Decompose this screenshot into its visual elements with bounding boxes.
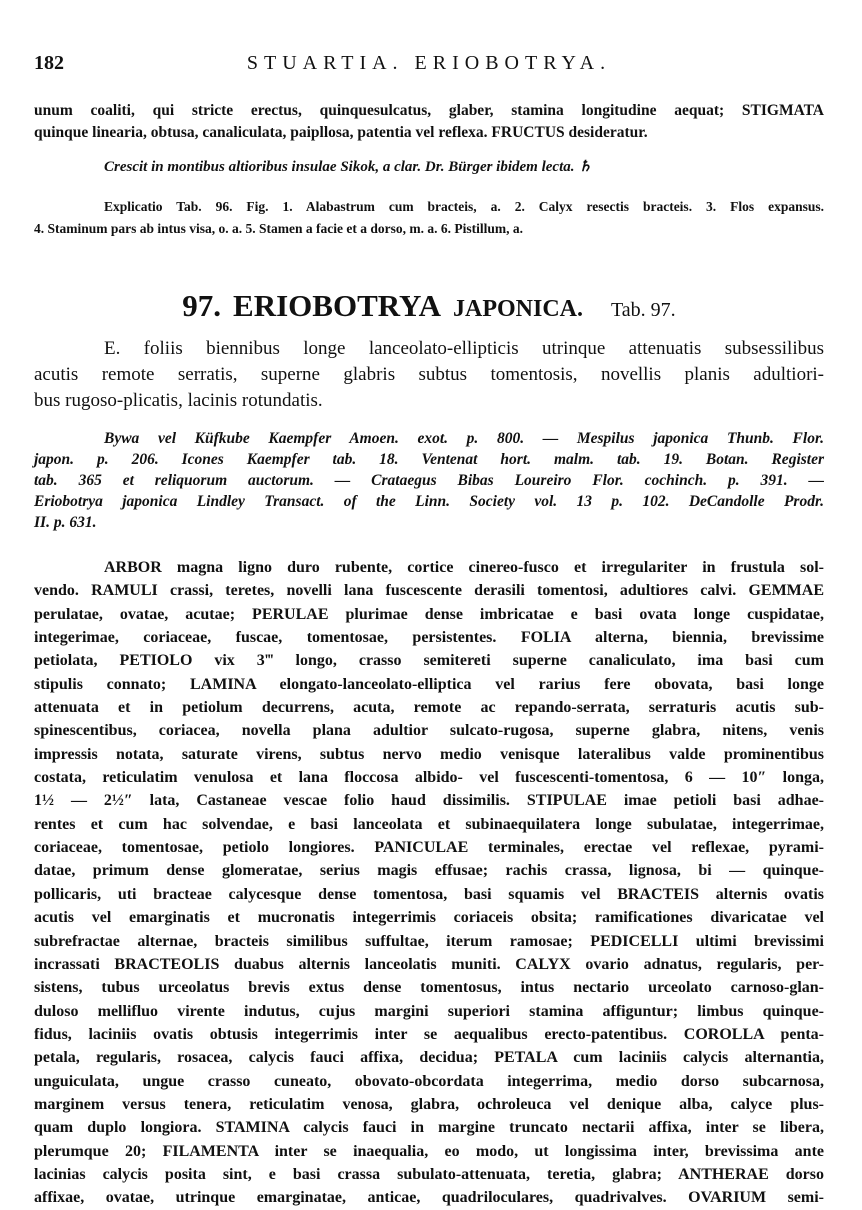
text-line: attenuata et in petiolum decurrens, acuta, remote ac repando-serrata, serraturis acutis sub- bbox=[34, 699, 824, 717]
running-title: STUARTIA. ERIOBOTRYA. bbox=[246, 52, 612, 74]
page-header bbox=[34, 52, 824, 82]
text-line: pollicaris, uti bracteae calycesque dense tomentosa, basi squamis vel BRACTEIS alternis ovatis bbox=[34, 885, 824, 903]
plate-reference: Tab. 97. bbox=[610, 299, 676, 321]
text-line: 4. Staminum pars ab intus visa, o. a. 5. Stamen a facie et a dorso, m. a. 6. Pistillum, a. bbox=[34, 221, 524, 236]
text-line: Explicatio Tab. 96. Fig. 1. Alabastrum cum bracteis, a. 2. Calyx resectis bracteis. 3. Flos expansus. bbox=[104, 199, 824, 214]
species-epithet: JAPONICA. bbox=[452, 296, 583, 322]
text-line: sistens, tubus urceolatus brevis extus dense tomentosus, intus nectario urceolato carnoso-glan- bbox=[34, 979, 824, 997]
species-number: 97. bbox=[182, 288, 222, 323]
text-line: E. foliis biennibus longe lanceolato-ellipticis utrinque attenuatis subsessilibus bbox=[104, 338, 824, 359]
text-line: bus rugoso-plicatis, lacinis rotundatis. bbox=[34, 390, 323, 411]
text-line: datae, primum dense glomeratae, serius magis effusae; rachis crassa, lignosa, bi — quinque- bbox=[34, 862, 824, 880]
text-line: Eriobotrya japonica Lindley Transact. of the Linn. Society vol. 13 p. 102. DeCandolle Prodr. bbox=[34, 493, 824, 510]
text-line: stipulis connato; LAMINA elongato-lanceolato-elliptica vel rarius fere obovata, basi longe bbox=[34, 675, 824, 693]
text-line: coriaceae, tomentosae, petiolo longiores. PANICULAE terminales, erectae vel reflexae, pyrami- bbox=[34, 839, 824, 857]
text-line: affixae, ovatae, utrinque emarginatae, anticae, quadriloculares, quadrivalves. OVARIUM semi- bbox=[34, 1189, 824, 1207]
text-line: petala, regularis, rosacea, calycis fauci affixa, decidua; PETALA cum laciniis calycis alternantia, bbox=[34, 1049, 824, 1067]
text-line: II. p. 631. bbox=[34, 514, 97, 531]
genus-name: ERIOBOTRYA bbox=[233, 288, 441, 323]
text-line: Bywa vel Küfkube Kaempfer Amoen. exot. p. 800. — Mespilus japonica Thunb. Flor. bbox=[104, 430, 824, 447]
text-line: plerumque 20; FILAMENTA inter se inaequalia, eo modo, ut longissima inter, brevissima ante bbox=[34, 1142, 824, 1160]
text-line: marginem versus tenera, reticulatim venosa, glabra, ochroleuca vel denique alba, calyce plus- bbox=[34, 1095, 824, 1113]
text-line: 1½ — 2½″ lata, Castaneae vescae folio haud dissimilis. STIPULAE imae petioli basi adhae- bbox=[34, 792, 824, 810]
text-line: unum coaliti, qui stricte erectus, quinquesulcatus, glaber, stamina longitudine aequat; STIGMATA bbox=[34, 102, 824, 119]
description bbox=[34, 556, 824, 1210]
text-line: rentes et cum hac solvendae, e basi lanceolata et subinaequilatera longe subulatae, integerrimae, bbox=[34, 815, 824, 833]
plate-explanation bbox=[34, 196, 824, 240]
text-line: tab. 365 et reliquorum auctorum. — Crataegus Bibas Loureiro Flor. cochinch. p. 391. — bbox=[34, 472, 824, 489]
page-number: 182 bbox=[34, 52, 64, 74]
text-line: acutis vel emarginatis et mucronatis integerrimis coriaceis obsita; ramificationes divaricatae vel bbox=[34, 909, 824, 927]
diagnosis bbox=[34, 336, 824, 414]
text-line: ARBOR magna ligno duro rubente, cortice cinereo-fusco et irregulariter in frustula sol- bbox=[104, 559, 824, 576]
text-line: petiolata, PETIOLO vix 3‴ longo, crasso semitereti superne canaliculato, ima basi cum bbox=[34, 652, 824, 670]
text-line: fidus, laciniis ovatis obtusis integerrimis inter se aequalibus erecto-patentibus. COROLLA penta- bbox=[34, 1025, 824, 1043]
text-line: japon. p. 206. Icones Kaempfer tab. 18. Ventenat hort. malm. tab. 19. Botan. Register bbox=[34, 451, 824, 468]
text-line: quam duplo longiora. STAMINA calycis fauci in margine truncato nectarii affixa, inter se libera, bbox=[34, 1119, 824, 1137]
text-line: costata, reticulatim venulosa et lana floccosa albido- vel fuscescenti-tomentosa, 6 — 10″ longa, bbox=[34, 769, 824, 787]
text-line: perulatae, ovatae, acutae; PERULAE plurimae dense imbricatae e basi ovata longe cuspidatae, bbox=[34, 605, 824, 623]
text-line: impressis notata, saturate virens, subtus nervo medio venisque lateralibus valde prominentibus bbox=[34, 745, 824, 763]
text-line: acutis remote serratis, superne glabris subtus tomentosis, novellis planis adultiori- bbox=[34, 364, 824, 385]
text-line: unguiculata, ungue crasso cuneato, obovato-obcordata integerrima, medio dorso subcarnosa, bbox=[34, 1072, 824, 1090]
species-heading bbox=[34, 288, 824, 324]
text-line: incrassati BRACTEOLIS duabus alternis lanceolatis muniti. CALYX ovario adnatus, regularis, per- bbox=[34, 955, 824, 973]
intro-paragraph bbox=[34, 100, 824, 144]
habitat-note: Crescit in montibus altioribus insulae Sikok, a clar. Dr. Bürger ibidem lecta. ♄ bbox=[104, 159, 592, 175]
synonymy bbox=[34, 428, 824, 533]
text-line: lacinias calycis posita sint, e basi crassa subulato-attenuata, teretia, glabra; ANTHERAE dorso bbox=[34, 1165, 824, 1183]
text-line: spinescentibus, coriacea, novella plana adultior sulcato-rugosa, superne glabra, nitens, venis bbox=[34, 722, 824, 740]
text-line: duloso mellifluo virente indutus, cujus margini superiori stamina affiguntur; limbus quinque- bbox=[34, 1002, 824, 1020]
text-line: integerimae, coriaceae, fuscae, tomentosae, persistentes. FOLIA alterna, biennia, brevissime bbox=[34, 629, 824, 647]
text-line: subrefractae alternae, bracteis similibus suffultae, iterum ramosae; PEDICELLI ultimi brevissimi bbox=[34, 932, 824, 950]
text-line: quinque linearia, obtusa, canaliculata, paipllosa, patentia vel reflexa. FRUCTUS desideratur. bbox=[34, 124, 648, 141]
text-line: vendo. RAMULI crassi, teretes, novelli lana fuscescente derasili tomentosi, adultiores calvi. GEMMAE bbox=[34, 582, 824, 600]
